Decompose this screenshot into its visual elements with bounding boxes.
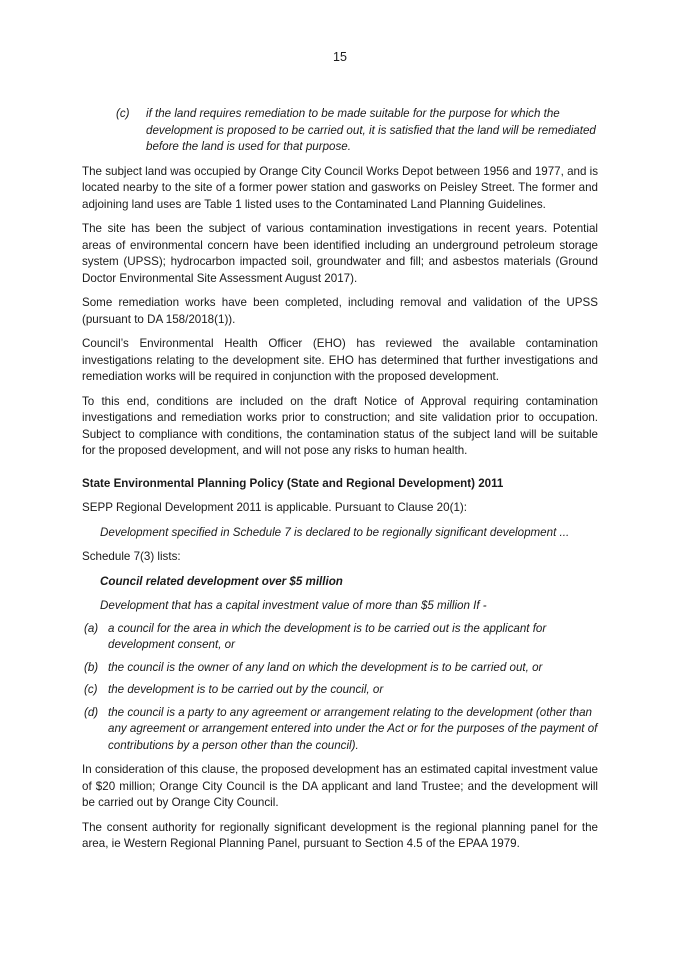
list-item (82, 621, 598, 654)
page-number: 15 (333, 50, 347, 64)
list-item-label: (c) (84, 683, 98, 696)
document-body (82, 106, 598, 861)
paragraph-land-history: The subject land was occupied by Orange City Council Works Depot between 1956 and 1977, and is located nearby to the site of a former power station and gasworks on Peisley Street. The former and adjoining land uses are Table 1 listed uses to the Contaminated Land Planning Guidelines. (82, 164, 599, 211)
section-heading-sepp: State Environmental Planning Policy (State and Regional Development) 2011 (82, 476, 504, 490)
paragraph-consent-authority: The consent authority for regionally significant development is the regional planning panel for the area, ie Western Regional Planning Panel, pursuant to Section 4.5 of the EPAA 1979. (82, 820, 598, 850)
list-item-text: the council is a party to any agreement or arrangement relating to the development (other than any agreement or arrangement entered into under the Act or for the purposes of the payment of contributions by a person other than the council). (108, 705, 598, 752)
schedule-list (82, 621, 598, 755)
paragraph-remediation-completed: Some remediation works have been completed, including removal and validation of the UPSS (pursuant to DA 158/2018(1)). (82, 296, 598, 326)
sepp-quote: Development specified in Schedule 7 is declared to be regionally significant development ... (100, 525, 570, 539)
list-item-text: the development is to be carried out by the council, or (108, 683, 384, 696)
sepp-intro: SEPP Regional Development 2011 is applicable. Pursuant to Clause 20(1): (82, 501, 467, 514)
paragraph-eho-review: Council’s Environmental Health Officer (EHO) has reviewed the available contamination investigations relating to the development site. EHO has determined that further investigations and remediation works will be required in conjunction with the proposed development. (82, 337, 598, 383)
clause-label: (c) (116, 107, 130, 120)
list-item-text: a council for the area in which the development is to be carried out is the applicant for development consent, or (108, 621, 547, 651)
clause-text: if the land requires remediation to be made suitable for the purpose for which the development is proposed to be carried out, it is satisfied that the land will be remediated before the land is used for that purpose. (146, 107, 596, 153)
list-item (82, 682, 598, 699)
paragraph-consideration: In consideration of this clause, the proposed development has an estimated capital investment value of $20 million; Orange City Council is the DA applicant and land Trustee; and the development will be carried out by Orange City Council. (82, 763, 598, 809)
clause-c (82, 106, 598, 156)
list-item-label: (a) (84, 621, 99, 635)
schedule-intro: Schedule 7(3) lists: (82, 550, 181, 563)
schedule-lead: Development that has a capital investment value of more than $5 million If - (100, 599, 487, 612)
list-item-text: the council is the owner of any land on which the development is to be carried out, or (108, 660, 543, 674)
list-item-label: (b) (84, 660, 99, 674)
schedule-heading: Council related development over $5 million (100, 574, 343, 588)
list-item (82, 705, 598, 755)
paragraph-conditions: To this end, conditions are included on the draft Notice of Approval requiring contamination investigations and remediation works prior to construction; and site validation prior to occupation. Subject to compliance with conditions, the contamination status of the subject land will be suitable for the proposed development, and will not pose any risks to human health. (82, 394, 598, 457)
paragraph-contamination-investigations: The site has been the subject of various contamination investigations in recent years. Potential areas of environmental concern have been identified including an underground petroleum storage system (UPSS); hydrocarbon impacted soil, groundwater and fill; and asbestos materials (Ground Doctor Environmental Site Assessment August 2017). (82, 222, 598, 285)
list-item-label: (d) (84, 705, 99, 719)
list-item (82, 660, 598, 677)
